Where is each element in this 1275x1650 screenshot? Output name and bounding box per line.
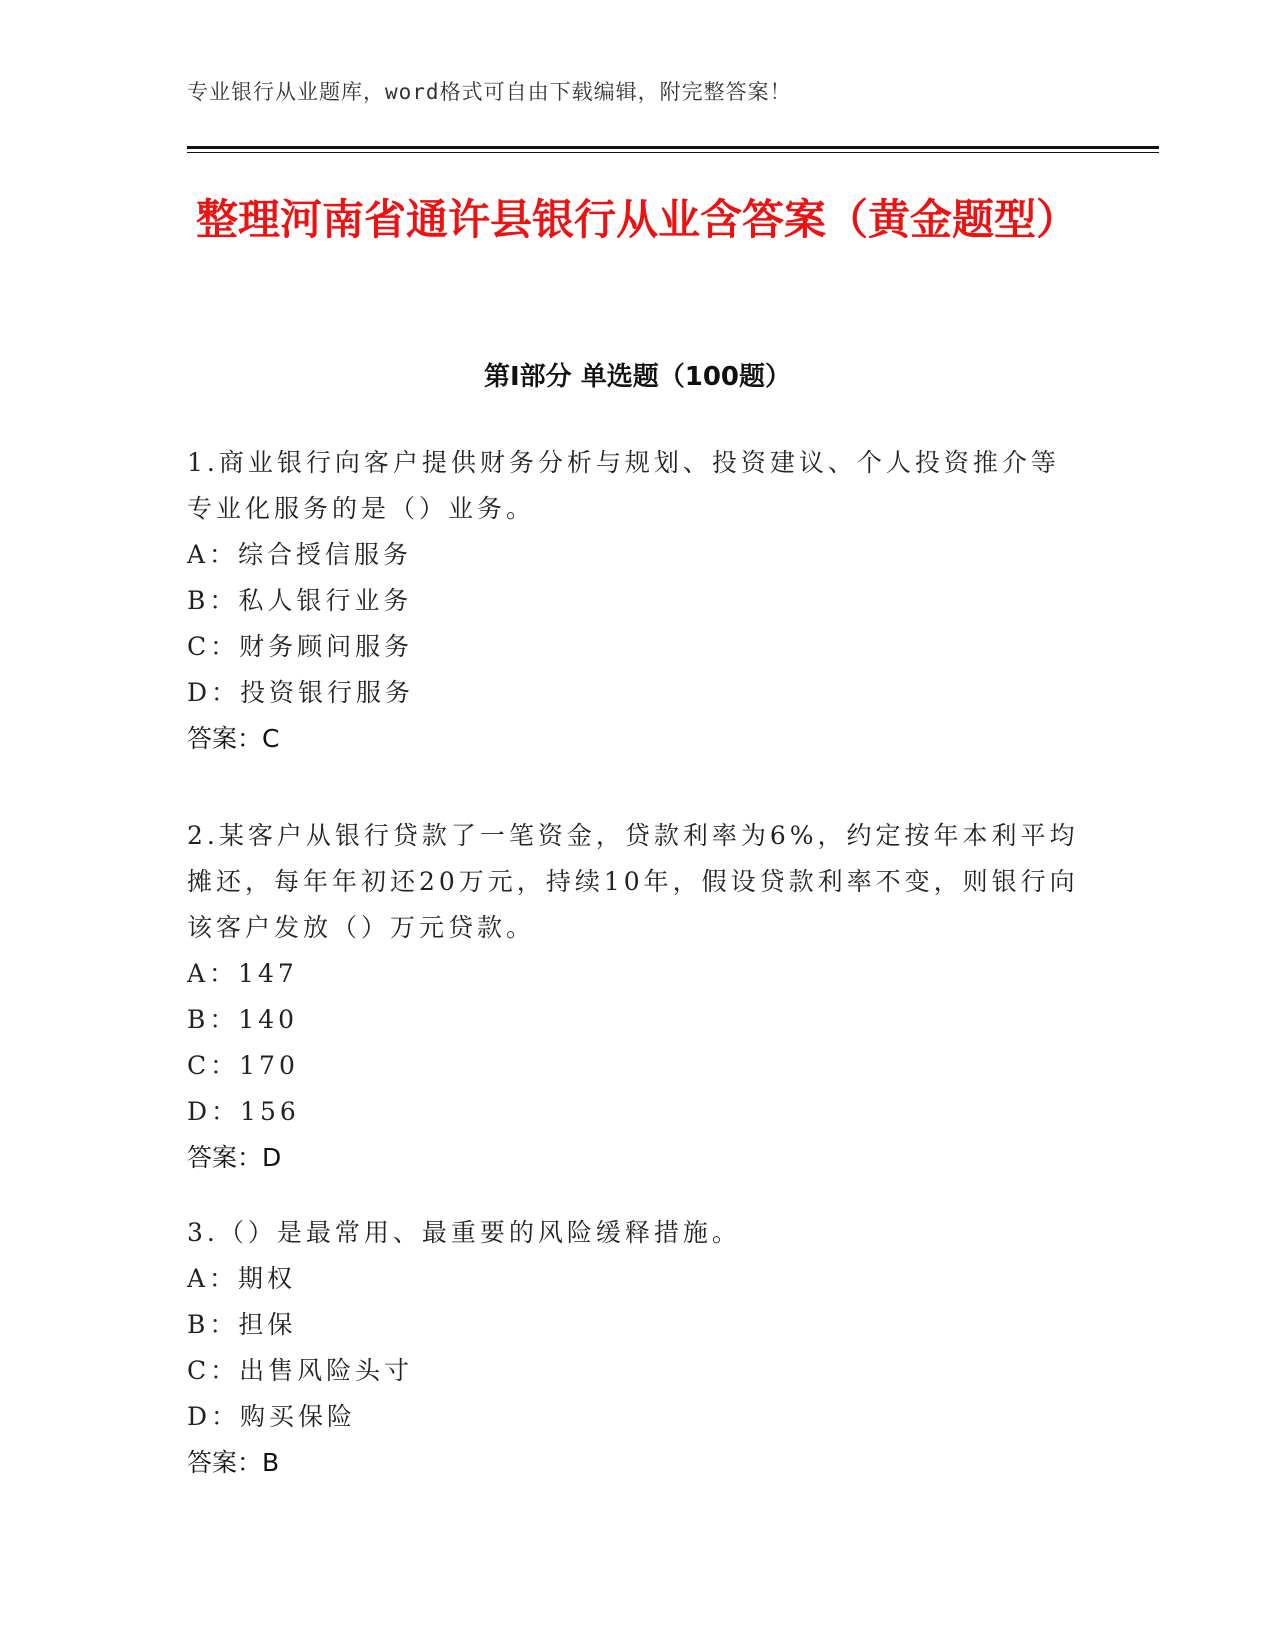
option-c: C：170: [187, 1051, 299, 1080]
option-a: A：147: [187, 959, 298, 988]
question-1: [187, 440, 1087, 762]
question-3: [187, 1210, 1087, 1486]
question-stem: 1.商业银行向客户提供财务分析与规划、投资建议、个人投资推介等专业化服务的是（）业务。: [187, 448, 1060, 523]
header-divider-thin: [187, 152, 1159, 153]
question-stem: 3.（）是最常用、最重要的风险缓释措施。: [187, 1218, 741, 1247]
answer: 答案：D: [187, 1143, 282, 1172]
answer: 答案：C: [187, 724, 280, 753]
option-d: D：156: [187, 1097, 300, 1126]
option-b: B：私人银行业务: [187, 586, 413, 615]
document-title: 整理河南省通许县银行从业含答案（黄金题型）: [195, 195, 1078, 244]
question-2: [187, 813, 1087, 1181]
option-d: D：投资银行服务: [187, 678, 415, 707]
page-header: 专业银行从业题库，word格式可自由下载编辑，附完整答案！: [187, 80, 792, 104]
option-a: A：综合授信服务: [187, 540, 413, 569]
option-c: C：出售风险头寸: [187, 1356, 414, 1385]
section-title: 第Ⅰ部分 单选题（100题）: [484, 362, 791, 392]
option-c: C：财务顾问服务: [187, 632, 414, 661]
option-b: B：担保: [187, 1310, 297, 1339]
question-stem: 2.某客户从银行贷款了一笔资金，贷款利率为6%，约定按年本利平均摊还，每年年初还20万元，持续10年，假设贷款利率不变，则银行向该客户发放（）万元贷款。: [187, 821, 1079, 942]
option-a: A：期权: [187, 1264, 297, 1293]
header-divider-thick: [187, 146, 1159, 149]
option-d: D：购买保险: [187, 1402, 357, 1431]
option-b: B：140: [187, 1005, 299, 1034]
answer: 答案：B: [187, 1448, 280, 1477]
